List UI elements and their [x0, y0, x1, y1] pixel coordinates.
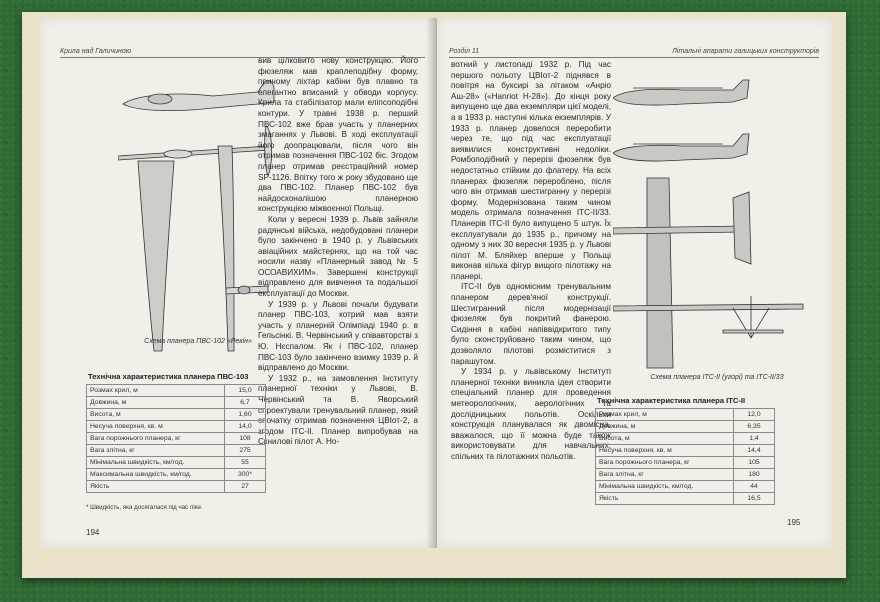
its-ii-side-view [613, 80, 749, 105]
figure-caption: Схема планера ПВС-102 «Рекін» [144, 338, 252, 345]
spec-table-title: Технічна характеристика планера ІТС-ІІ [597, 396, 746, 405]
spec-label: Вага злітна, кг [87, 445, 225, 457]
spec-value: 108 [225, 433, 266, 445]
spec-row [596, 469, 775, 481]
left-text-column [258, 56, 418, 448]
its-ii-33-side-view [613, 134, 749, 161]
spec-label: Несуча поверхня, кв. м [87, 421, 225, 433]
spec-label: Висота, м [87, 409, 225, 421]
spec-label: Розмах крил, м [87, 385, 225, 397]
paragraph: вив цілковито нову конструкцію. Його фюзеляж мав краплеподібну форму, причому ліхтар кабіни був плавно та елегантно вписаний у обводи корпусу. Крила та стабілізатор мали еліпсоподібні контури. У травні 1938 р. перший ПВС-102 вже брав участь у планерних змаганнях у Львові. В ході експлуатації його доопрацювали, після чого він отримав позначення ПВС-102 біс. Згодом планер отримав реєстраційний номер SP-1126. Впітку того ж року збудовано ще два ПВС-102. Планер ПВС-102 був найдосконалішою планерною конструкцією міжвоєнної Польщі. [258, 56, 418, 214]
spec-value: 105 [734, 457, 775, 469]
spec-value: 1,4 [734, 433, 775, 445]
chapter-title: Літальні апарати галицьких конструкторів [672, 48, 819, 55]
right-text-column [451, 60, 611, 463]
spec-label: Висота, м [596, 433, 734, 445]
spec-label: Мінімальна швидкість, км/год. [87, 457, 225, 469]
its-ii-front-wing [613, 304, 803, 311]
paragraph: Коли у вересні 1939 р. Львів зайняли радянські війська, недобудовані планери було закінчено в 1940 р. у Львівських авіаційних майстернях, що на той час носили назву «Планерный завод № 5 ОСОАВИХИМ». Завершені конструкції відправлено для вивчення та подальшої експлуатації до Москви. [258, 214, 418, 299]
its-ii-top-wing [647, 178, 673, 368]
spec-row [596, 421, 775, 433]
spec-table-title: Технічна характеристика планера ПВС-103 [88, 372, 249, 381]
spec-table-its-ii [595, 408, 775, 505]
spec-label: Якість [596, 493, 734, 505]
spec-row [87, 409, 266, 421]
spec-label: Довжина, м [87, 397, 225, 409]
spec-label: Вага порожнього планера, кг [596, 457, 734, 469]
right-page-header [449, 48, 819, 58]
spec-label: Довжина, м [596, 421, 734, 433]
paragraph: У 1939 р. у Львові почали будувати планер ПВС-103, котрий мав взяти участь у планерній Олімпіаді 1940 р. в Гельсінкі. В. Червінський у співавторстві з Ю. Нєспалом. Як і ПВС-102, планер ПВС-103 було закінчено взимку 1939 р. й відправлено до Москви. [258, 299, 418, 373]
top-view-fuselage [238, 286, 250, 294]
spec-value: 275 [225, 445, 266, 457]
paragraph: У 1932 р., на замовлення Інституту планерної техніки у Львові, В. Червінський та В. Яворський спроектували тренувальний планер, який спочатку отримав позначення ЦВІот-2, а згодом ІТС-ІІ. Планер випробував на Скниловi пілот А. Но- [258, 373, 418, 447]
spec-value: 14,4 [734, 445, 775, 457]
spec-row [596, 457, 775, 469]
page-number: 194 [86, 528, 100, 537]
spec-value: 44 [734, 481, 775, 493]
spec-value: 12,0 [734, 409, 775, 421]
spec-label: Вага злітна, кг [596, 469, 734, 481]
front-view-fuselage [164, 150, 192, 158]
its-ii-front-stabilizer [723, 330, 783, 333]
spec-label: Несуча поверхня, кв. м [596, 445, 734, 457]
paragraph: У 1934 р. у львівському Інституті планерної техніки виникла ідея створити спеціальний планер для проведення метеорологічних, аерологічних та дослідницьких польотів. Оскільки конструкція планувалася як двомісна, вважалося, що її можна буде також використовувати для навчальних, спільних та пілотажних польотів. [451, 367, 611, 461]
spec-value: 27 [225, 481, 266, 493]
spec-label: Мінімальна швидкість, км/год. [596, 481, 734, 493]
spec-row [87, 481, 266, 493]
spec-value: 180 [734, 469, 775, 481]
top-view-wing-right [218, 146, 234, 351]
spec-table-pvs-103 [86, 384, 266, 493]
side-view-canopy [148, 94, 172, 104]
spec-row [596, 493, 775, 505]
chapter-label: Розділ 11 [449, 48, 480, 55]
spec-row [596, 445, 775, 457]
page-number: 195 [787, 518, 801, 527]
right-page [437, 18, 832, 548]
spec-row [87, 457, 266, 469]
paragraph: вотний у листопаді 1932 р. Під час першого польоту ЦВІот-2 піднявся в повітря на буксирі за літаком «Анріо Аш-28» («Hanriot H-28»). До кінця року випущено ще два екземпляри цієї моделі, а в 1933 р. наступні кілька екземплярів. У 1933 р. планер довелося переробити через те, що під час експлуатації виявилися конструктивні недоліки. Ромбоподібний у перерізі фюзеляж був недостатньо стійким до флатеру. На всіх планерах фюзеляж перероблено, після чого він отримав шестигранну у перерізі форму. Модернізована таким чином модель отримала позначення ІТС-ІІ/33. Планерів ІТС-ІІ було випущено 5 штук. Їх експлуатували до 1935 р., причому на одному з них 30 вересня 1935 р. у Львові пілот М. Бляйхер вперше у Польщі виконав кілька фігур вищого пілотажу на планері. [451, 60, 611, 281]
pvs-102-schematic [118, 66, 278, 356]
spec-value: 6,7 [225, 397, 266, 409]
its-ii-top-tail [733, 192, 751, 264]
figure-caption: Схема планера ІТС-ІІ (угорі) та ІТС-ІІ/33 [650, 374, 784, 381]
spec-value: 16,5 [734, 493, 775, 505]
spec-label: Якість [87, 481, 225, 493]
spec-row [87, 385, 266, 397]
spec-label: Максимальна швидкість, км/год. [87, 469, 225, 481]
spec-value: 1,60 [225, 409, 266, 421]
spec-label: Вага порожнього планера, кг [87, 433, 225, 445]
spec-row [87, 421, 266, 433]
spec-value: 14,0 [225, 421, 266, 433]
spec-row [596, 433, 775, 445]
left-page [40, 18, 435, 548]
spec-label: Розмах крил, м [596, 409, 734, 421]
side-view-fuselage [123, 81, 274, 111]
its-ii-top-fuselage [613, 226, 743, 234]
spec-row [596, 481, 775, 493]
paragraph: ІТС-ІІ був одномісним тренувальним планером дерев'яної конструкції. Шестигранний після модернізації фюзеляж був покритий фанерою. Сидіння в кабіні напіввідкритого типу було сконструйовано таким чином, що дозволяло пілотові розміститися з парашутом. [451, 282, 611, 366]
spec-row [87, 397, 266, 409]
its-ii-schematic [613, 68, 813, 378]
spec-row [87, 433, 266, 445]
spec-row [87, 469, 266, 481]
spec-row [87, 445, 266, 457]
spec-value: 55 [225, 457, 266, 469]
spec-value: 300* [225, 469, 266, 481]
spec-row [596, 409, 775, 421]
spec-value: 6,35 [734, 421, 775, 433]
footnote: * Швидкість, яка досягалася під час піке. [86, 504, 203, 511]
front-view-wing [118, 146, 270, 160]
header-title: Крила над Галичиною [60, 48, 132, 55]
top-view-wing-left [138, 161, 174, 351]
spec-value: 15,0 [225, 385, 266, 397]
